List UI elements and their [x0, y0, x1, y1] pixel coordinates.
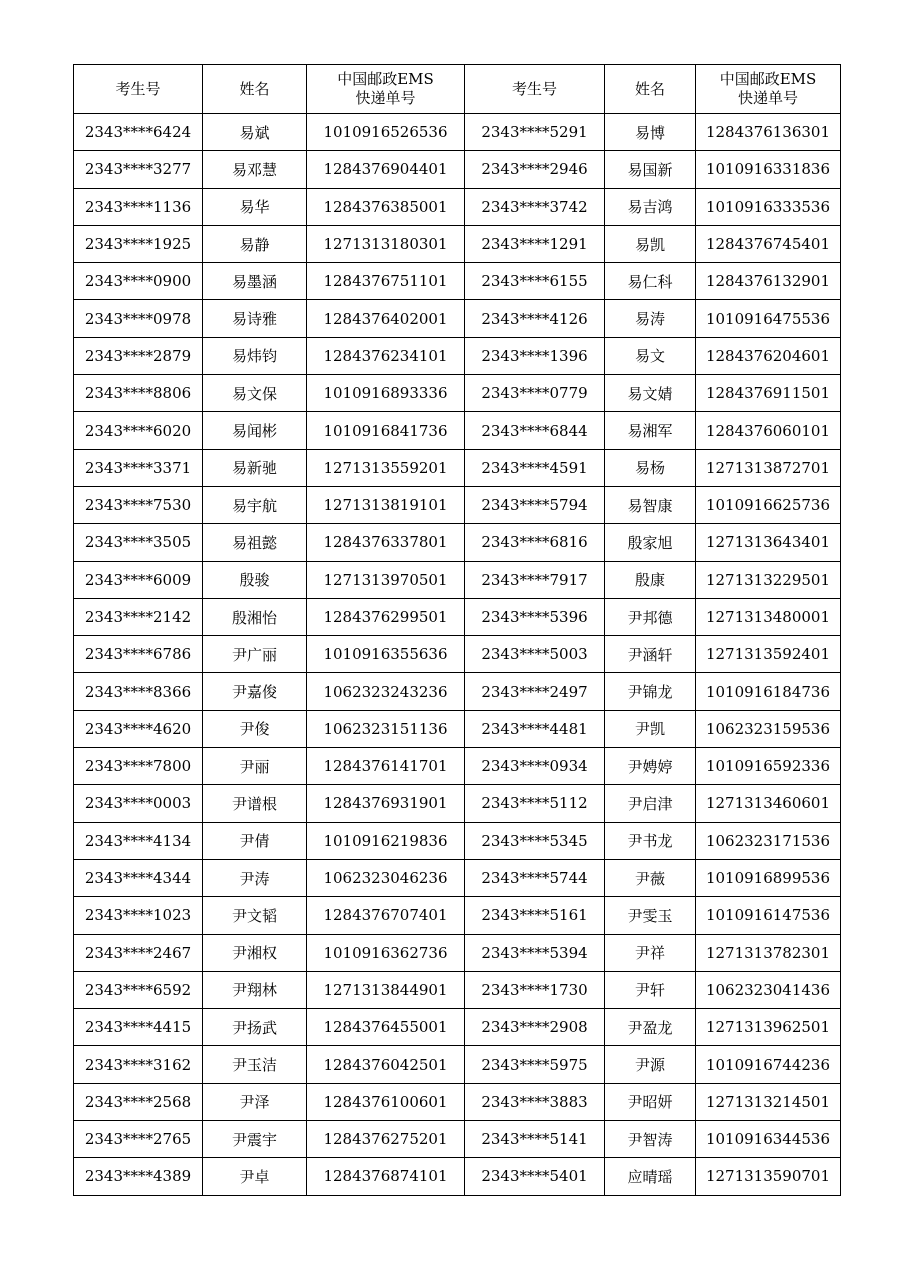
name-cell: 易国新: [605, 151, 696, 188]
ems-number-cell: 1010916893336: [307, 375, 465, 412]
ems-number-cell: 1271313590701: [696, 1158, 841, 1195]
name-cell: 应晴瑶: [605, 1158, 696, 1195]
ems-number-cell: 1010916475536: [696, 300, 841, 337]
candidate-id-cell: 2343****6844: [465, 412, 605, 449]
ems-number-cell: 1271313592401: [696, 636, 841, 673]
ems-number-cell: 1284376132901: [696, 263, 841, 300]
ems-number-cell: 1271313559201: [307, 449, 465, 486]
name-cell: 尹邦德: [605, 598, 696, 635]
name-cell: 殷家旭: [605, 524, 696, 561]
candidate-id-cell: 2343****1291: [465, 225, 605, 262]
candidate-id-cell: 2343****5291: [465, 114, 605, 151]
name-cell: 尹锦龙: [605, 673, 696, 710]
candidate-id-cell: 2343****4415: [74, 1009, 203, 1046]
table-row: [74, 188, 841, 225]
name-cell: 尹扬武: [203, 1009, 307, 1046]
table-row: [74, 1046, 841, 1083]
ems-number-cell: 1010916219836: [307, 822, 465, 859]
name-cell: 易湘军: [605, 412, 696, 449]
ems-number-cell: 1284376911501: [696, 375, 841, 412]
table-row: [74, 375, 841, 412]
name-cell: 殷湘怡: [203, 598, 307, 635]
table-row: [74, 561, 841, 598]
name-cell: 易文婧: [605, 375, 696, 412]
table-row: [74, 897, 841, 934]
name-cell: 易华: [203, 188, 307, 225]
table-row: [74, 673, 841, 710]
candidate-id-cell: 2343****2908: [465, 1009, 605, 1046]
ems-number-cell: 1062323243236: [307, 673, 465, 710]
ems-number-cell: 1284376385001: [307, 188, 465, 225]
name-cell: 尹凯: [605, 710, 696, 747]
header-ems-line2: 快递单号: [737, 89, 798, 107]
ems-number-cell: 1271313460601: [696, 785, 841, 822]
name-cell: 易宇航: [203, 486, 307, 523]
name-cell: 尹卓: [203, 1158, 307, 1195]
candidate-id-cell: 2343****4591: [465, 449, 605, 486]
table-row: [74, 412, 841, 449]
candidate-id-cell: 2343****4134: [74, 822, 203, 859]
candidate-id-cell: 2343****6155: [465, 263, 605, 300]
name-cell: 尹谱根: [203, 785, 307, 822]
table-body: [74, 114, 841, 1196]
ems-tracking-table: [73, 64, 841, 1196]
name-cell: 易新驰: [203, 449, 307, 486]
ems-number-cell: 1062323046236: [307, 859, 465, 896]
ems-number-cell: 1010916744236: [696, 1046, 841, 1083]
name-cell: 尹泽: [203, 1083, 307, 1120]
candidate-id-cell: 2343****5345: [465, 822, 605, 859]
candidate-id-cell: 2343****3742: [465, 188, 605, 225]
candidate-id-cell: 2343****5161: [465, 897, 605, 934]
candidate-id-cell: 2343****5401: [465, 1158, 605, 1195]
candidate-id-cell: 2343****6020: [74, 412, 203, 449]
candidate-id-cell: 2343****6009: [74, 561, 203, 598]
table-row: [74, 971, 841, 1008]
ems-number-cell: 1271313180301: [307, 225, 465, 262]
ems-tracking-sheet: [73, 64, 841, 1196]
name-cell: 殷骏: [203, 561, 307, 598]
candidate-id-cell: 2343****6592: [74, 971, 203, 1008]
ems-number-cell: 1284376751101: [307, 263, 465, 300]
name-cell: 易杨: [605, 449, 696, 486]
ems-number-cell: 1284376745401: [696, 225, 841, 262]
name-cell: 易凯: [605, 225, 696, 262]
ems-number-cell: 1010916841736: [307, 412, 465, 449]
ems-number-cell: 1284376042501: [307, 1046, 465, 1083]
ems-number-cell: 1271313844901: [307, 971, 465, 1008]
ems-number-cell: 1010916526536: [307, 114, 465, 151]
name-cell: 尹震宇: [203, 1121, 307, 1158]
candidate-id-cell: 2343****3371: [74, 449, 203, 486]
table-row: [74, 524, 841, 561]
candidate-id-cell: 2343****4389: [74, 1158, 203, 1195]
candidate-id-cell: 2343****4344: [74, 859, 203, 896]
table-row: [74, 748, 841, 785]
ems-number-cell: 1010916355636: [307, 636, 465, 673]
name-cell: 尹盈龙: [605, 1009, 696, 1046]
candidate-id-cell: 2343****5744: [465, 859, 605, 896]
name-cell: 易文: [605, 337, 696, 374]
candidate-id-cell: 2343****2765: [74, 1121, 203, 1158]
ems-number-cell: 1062323151136: [307, 710, 465, 747]
candidate-id-cell: 2343****4481: [465, 710, 605, 747]
ems-number-cell: 1271313970501: [307, 561, 465, 598]
name-cell: 尹广丽: [203, 636, 307, 673]
ems-number-cell: 1271313480001: [696, 598, 841, 635]
candidate-id-cell: 2343****1396: [465, 337, 605, 374]
ems-number-cell: 1284376337801: [307, 524, 465, 561]
table-row: [74, 1009, 841, 1046]
name-cell: 尹娉婷: [605, 748, 696, 785]
ems-number-cell: 1284376402001: [307, 300, 465, 337]
table-row: [74, 934, 841, 971]
candidate-id-cell: 2343****2879: [74, 337, 203, 374]
table-row: [74, 449, 841, 486]
candidate-id-cell: 2343****2568: [74, 1083, 203, 1120]
candidate-id-cell: 2343****0779: [465, 375, 605, 412]
header-ems-line2: 快递单号: [355, 89, 416, 107]
candidate-id-cell: 2343****2497: [465, 673, 605, 710]
name-cell: 尹倩: [203, 822, 307, 859]
name-cell: 易博: [605, 114, 696, 151]
candidate-id-cell: 2343****7530: [74, 486, 203, 523]
ems-number-cell: 1010916147536: [696, 897, 841, 934]
table-header-row: [74, 65, 841, 114]
candidate-id-cell: 2343****5794: [465, 486, 605, 523]
name-cell: 尹昭妍: [605, 1083, 696, 1120]
ems-number-cell: 1284376904401: [307, 151, 465, 188]
name-cell: 易祖懿: [203, 524, 307, 561]
table-row: [74, 822, 841, 859]
name-cell: 尹书龙: [605, 822, 696, 859]
name-cell: 易涛: [605, 300, 696, 337]
ems-number-cell: 1271313872701: [696, 449, 841, 486]
ems-number-cell: 1271313229501: [696, 561, 841, 598]
candidate-id-cell: 2343****5975: [465, 1046, 605, 1083]
candidate-id-cell: 2343****0003: [74, 785, 203, 822]
candidate-id-cell: 2343****3505: [74, 524, 203, 561]
table-row: [74, 710, 841, 747]
candidate-id-cell: 2343****3883: [465, 1083, 605, 1120]
name-cell: 易静: [203, 225, 307, 262]
candidate-id-cell: 2343****0934: [465, 748, 605, 785]
candidate-id-cell: 2343****2467: [74, 934, 203, 971]
ems-number-cell: 1271313819101: [307, 486, 465, 523]
candidate-id-cell: 2343****5394: [465, 934, 605, 971]
ems-number-cell: 1010916344536: [696, 1121, 841, 1158]
table-row: [74, 1158, 841, 1195]
ems-number-cell: 1284376136301: [696, 114, 841, 151]
name-cell: 尹祥: [605, 934, 696, 971]
ems-number-cell: 1284376931901: [307, 785, 465, 822]
ems-number-cell: 1284376299501: [307, 598, 465, 635]
ems-number-cell: 1010916184736: [696, 673, 841, 710]
ems-number-cell: 1284376275201: [307, 1121, 465, 1158]
ems-number-cell: 1062323171536: [696, 822, 841, 859]
candidate-id-cell: 2343****8366: [74, 673, 203, 710]
name-cell: 尹涵轩: [605, 636, 696, 673]
table-row: [74, 1083, 841, 1120]
candidate-id-cell: 2343****6816: [465, 524, 605, 561]
name-cell: 易智康: [605, 486, 696, 523]
ems-number-cell: 1062323041436: [696, 971, 841, 1008]
ems-number-cell: 1010916592336: [696, 748, 841, 785]
ems-number-cell: 1010916331836: [696, 151, 841, 188]
table-row: [74, 486, 841, 523]
name-cell: 尹涛: [203, 859, 307, 896]
ems-number-cell: 1284376060101: [696, 412, 841, 449]
ems-number-cell: 1271313643401: [696, 524, 841, 561]
header-candidate-id-left: 考生号: [74, 65, 203, 114]
candidate-id-cell: 2343****1925: [74, 225, 203, 262]
name-cell: 尹嘉俊: [203, 673, 307, 710]
table-row: [74, 337, 841, 374]
table-row: [74, 859, 841, 896]
candidate-id-cell: 2343****4620: [74, 710, 203, 747]
name-cell: 易吉鸿: [605, 188, 696, 225]
name-cell: 尹玉洁: [203, 1046, 307, 1083]
candidate-id-cell: 2343****4126: [465, 300, 605, 337]
name-cell: 易诗雅: [203, 300, 307, 337]
table-row: [74, 598, 841, 635]
candidate-id-cell: 2343****2142: [74, 598, 203, 635]
table-row: [74, 151, 841, 188]
ems-number-cell: 1284376707401: [307, 897, 465, 934]
header-ems-number-left: [307, 65, 465, 114]
ems-number-cell: 1284376141701: [307, 748, 465, 785]
ems-number-cell: 1284376874101: [307, 1158, 465, 1195]
header-ems-line1: 中国邮政EMS: [719, 70, 817, 88]
name-cell: 尹俊: [203, 710, 307, 747]
ems-number-cell: 1271313214501: [696, 1083, 841, 1120]
ems-number-cell: 1284376234101: [307, 337, 465, 374]
candidate-id-cell: 2343****7800: [74, 748, 203, 785]
header-ems-number-right: [696, 65, 841, 114]
table-row: [74, 114, 841, 151]
candidate-id-cell: 2343****1136: [74, 188, 203, 225]
header-name-left: 姓名: [203, 65, 307, 114]
candidate-id-cell: 2343****3277: [74, 151, 203, 188]
candidate-id-cell: 2343****5003: [465, 636, 605, 673]
ems-number-cell: 1010916625736: [696, 486, 841, 523]
header-name-right: 姓名: [605, 65, 696, 114]
candidate-id-cell: 2343****6424: [74, 114, 203, 151]
candidate-id-cell: 2343****5141: [465, 1121, 605, 1158]
candidate-id-cell: 2343****2946: [465, 151, 605, 188]
name-cell: 易闻彬: [203, 412, 307, 449]
candidate-id-cell: 2343****6786: [74, 636, 203, 673]
name-cell: 易墨涵: [203, 263, 307, 300]
header-ems-line1: 中国邮政EMS: [337, 70, 434, 88]
name-cell: 易文保: [203, 375, 307, 412]
ems-number-cell: 1284376100601: [307, 1083, 465, 1120]
name-cell: 尹翔林: [203, 971, 307, 1008]
candidate-id-cell: 2343****1730: [465, 971, 605, 1008]
candidate-id-cell: 2343****5112: [465, 785, 605, 822]
candidate-id-cell: 2343****0900: [74, 263, 203, 300]
name-cell: 尹文韬: [203, 897, 307, 934]
ems-number-cell: 1284376455001: [307, 1009, 465, 1046]
table-row: [74, 636, 841, 673]
candidate-id-cell: 2343****0978: [74, 300, 203, 337]
name-cell: 易仁科: [605, 263, 696, 300]
ems-number-cell: 1010916333536: [696, 188, 841, 225]
name-cell: 易邓慧: [203, 151, 307, 188]
table-row: [74, 300, 841, 337]
name-cell: 尹启津: [605, 785, 696, 822]
name-cell: 殷康: [605, 561, 696, 598]
name-cell: 易斌: [203, 114, 307, 151]
name-cell: 尹源: [605, 1046, 696, 1083]
name-cell: 尹丽: [203, 748, 307, 785]
name-cell: 尹湘权: [203, 934, 307, 971]
ems-number-cell: 1284376204601: [696, 337, 841, 374]
name-cell: 尹薇: [605, 859, 696, 896]
table-row: [74, 785, 841, 822]
name-cell: 易炜钧: [203, 337, 307, 374]
name-cell: 尹轩: [605, 971, 696, 1008]
ems-number-cell: 1010916899536: [696, 859, 841, 896]
ems-number-cell: 1271313782301: [696, 934, 841, 971]
table-row: [74, 225, 841, 262]
name-cell: 尹雯玉: [605, 897, 696, 934]
table-row: [74, 1121, 841, 1158]
candidate-id-cell: 2343****5396: [465, 598, 605, 635]
name-cell: 尹智涛: [605, 1121, 696, 1158]
ems-number-cell: 1062323159536: [696, 710, 841, 747]
candidate-id-cell: 2343****1023: [74, 897, 203, 934]
candidate-id-cell: 2343****3162: [74, 1046, 203, 1083]
candidate-id-cell: 2343****7917: [465, 561, 605, 598]
ems-number-cell: 1010916362736: [307, 934, 465, 971]
candidate-id-cell: 2343****8806: [74, 375, 203, 412]
ems-number-cell: 1271313962501: [696, 1009, 841, 1046]
table-row: [74, 263, 841, 300]
header-candidate-id-right: 考生号: [465, 65, 605, 114]
